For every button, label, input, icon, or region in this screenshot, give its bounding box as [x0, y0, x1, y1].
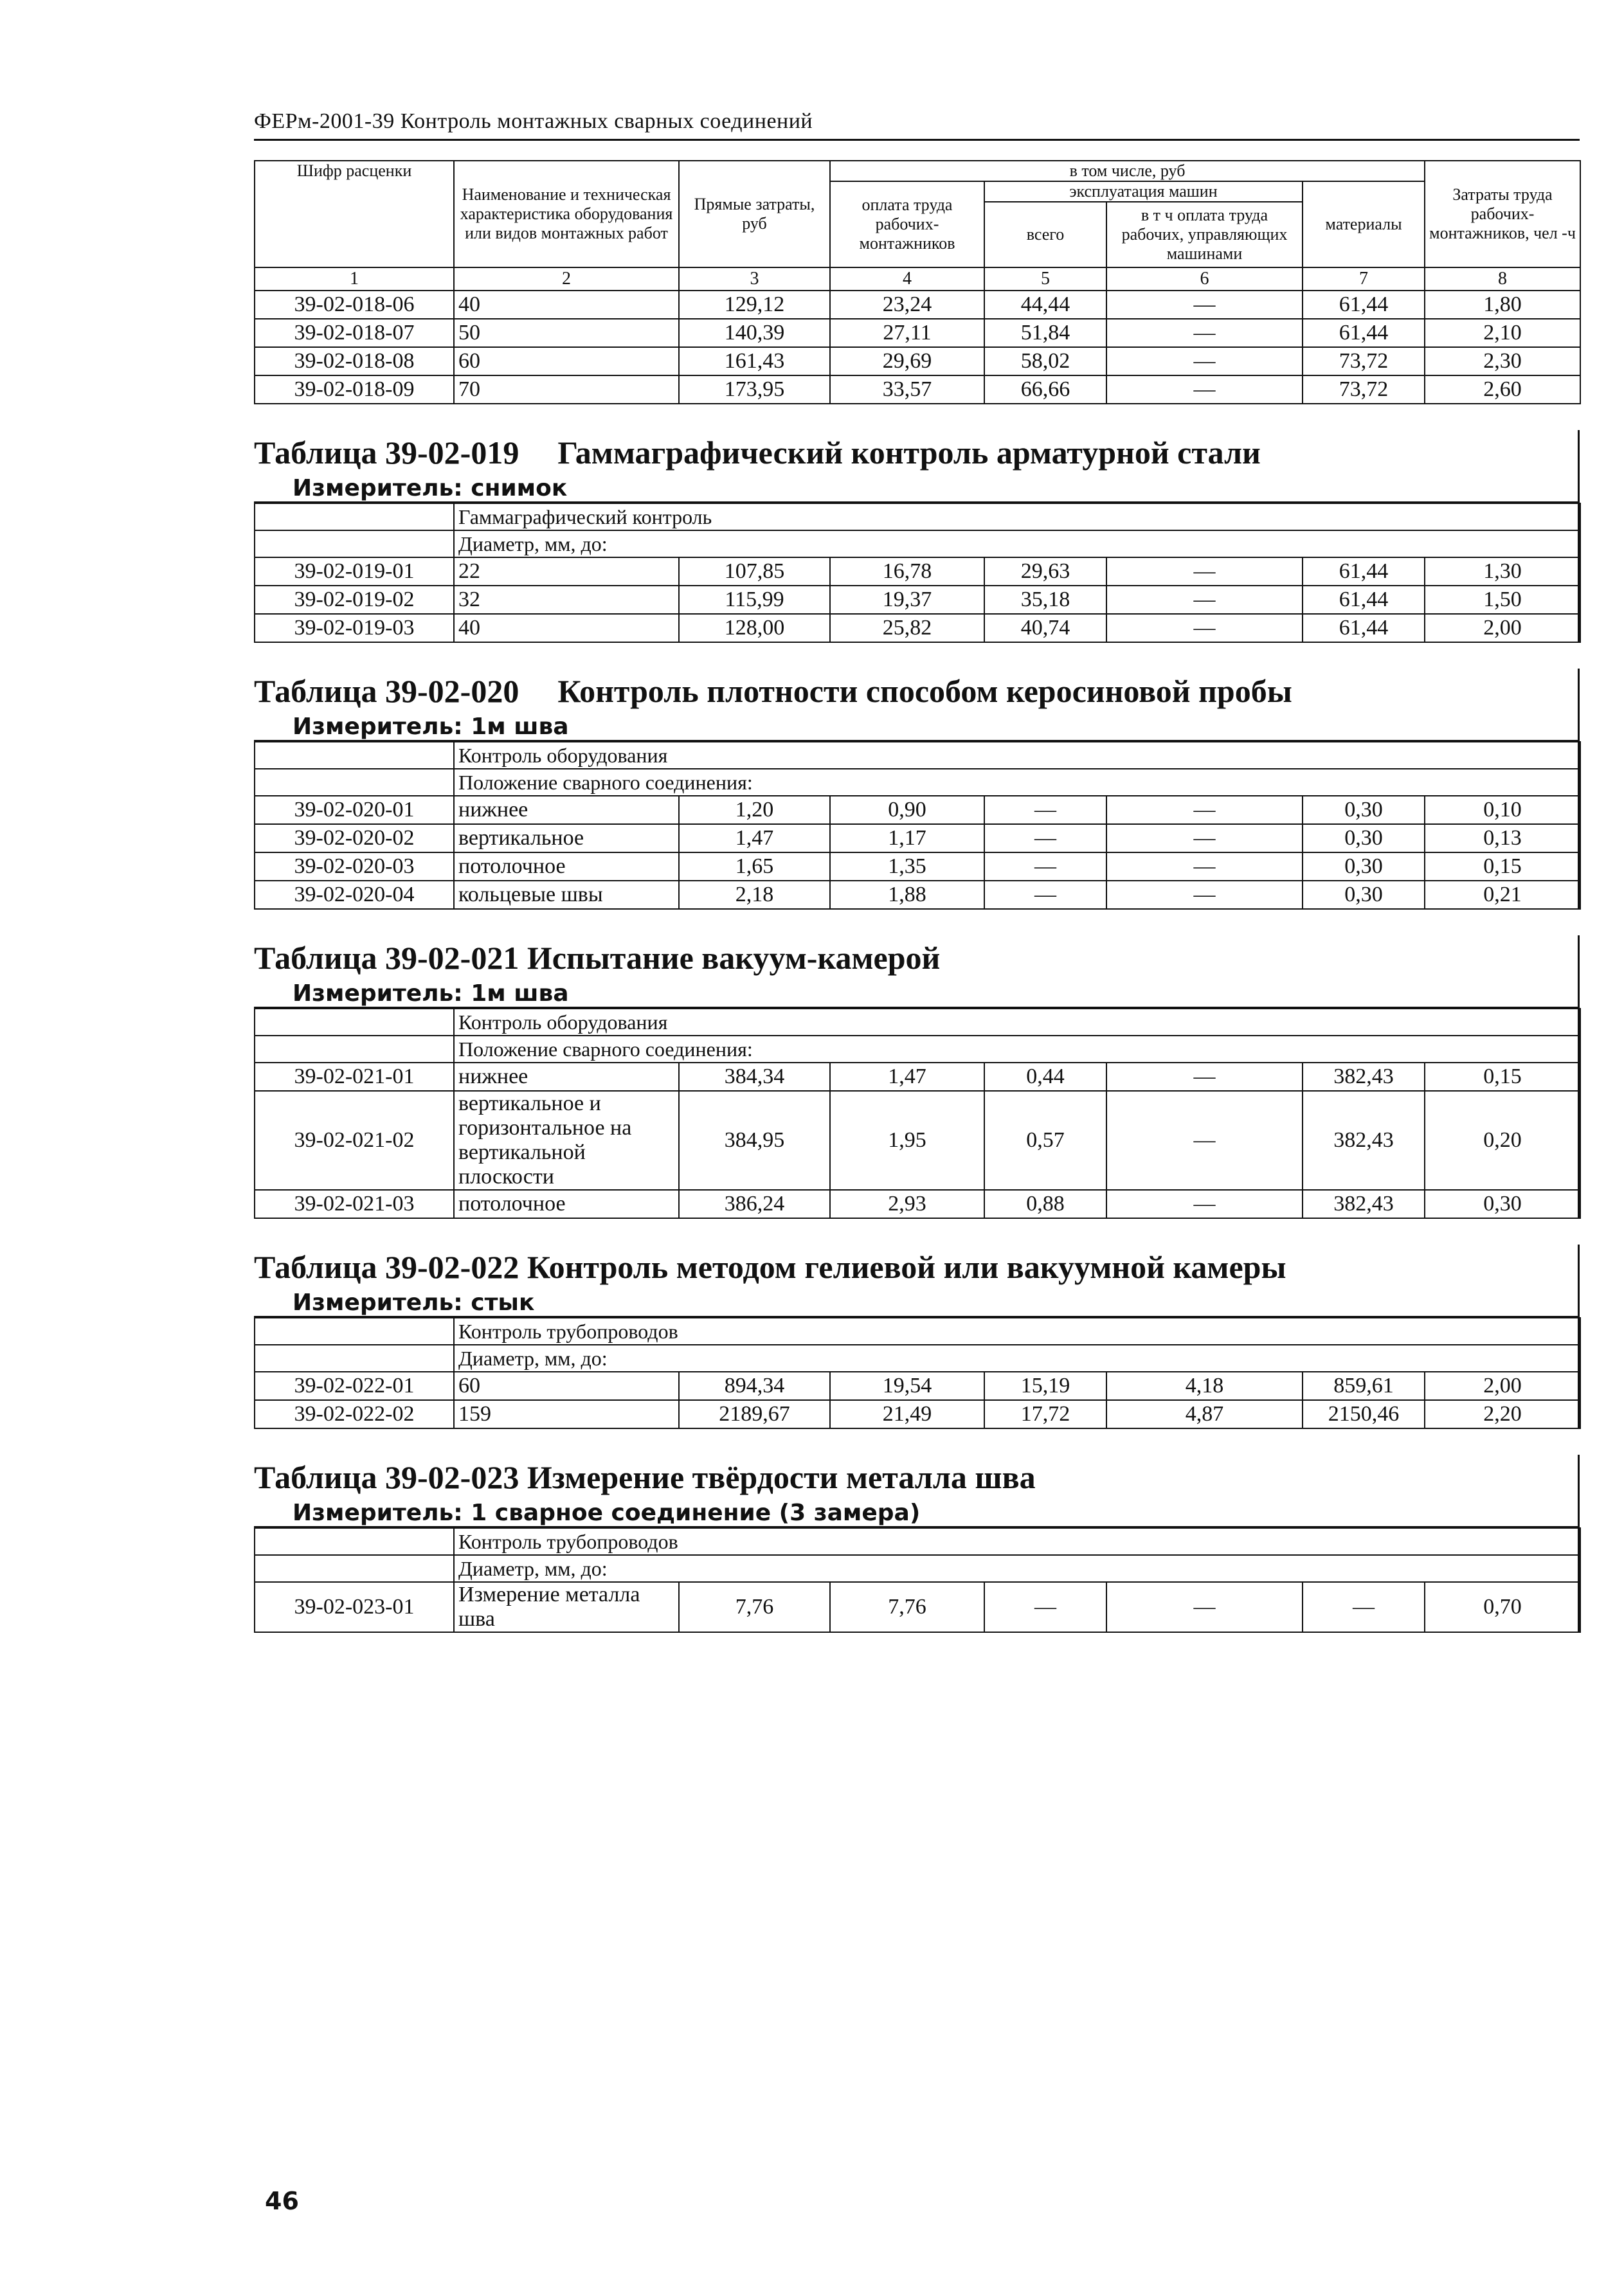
table-row	[255, 1190, 1580, 1218]
table-row	[255, 796, 1580, 824]
table-cell: 27,11	[830, 319, 984, 347]
table-cell: 73,72	[1303, 347, 1425, 375]
table-cell: 40	[454, 291, 679, 319]
table-cell: 39-02-021-02	[255, 1091, 454, 1190]
subheading-row	[255, 1345, 1580, 1372]
subheading-spacer	[255, 503, 454, 530]
unit-of-measure: Измеритель: снимок	[254, 474, 1578, 503]
table-cell: 2,93	[830, 1190, 984, 1218]
table-cell: 0,88	[984, 1190, 1106, 1218]
page-number: 46	[265, 2187, 299, 2215]
table-cell: 386,24	[679, 1190, 830, 1218]
unit-of-measure: Измеритель: 1 сварное соединение (3 замера)	[254, 1498, 1578, 1527]
subheading: Диаметр, мм, до:	[454, 1555, 1580, 1582]
table-cell: 159	[454, 1400, 679, 1428]
table-cell: 7,76	[830, 1582, 984, 1632]
table-cell: 39-02-018-06	[255, 291, 454, 319]
rates-table-020	[254, 741, 1581, 910]
table-cell: 39-02-023-01	[255, 1582, 454, 1632]
table-cell: 1,35	[830, 852, 984, 881]
table-cell: 66,66	[984, 375, 1106, 404]
table-cell: 382,43	[1303, 1091, 1425, 1190]
table-cell: —	[1106, 1190, 1303, 1218]
table-cell: 60	[454, 347, 679, 375]
subheading-row	[255, 1036, 1580, 1063]
table-cell: 2,20	[1425, 1400, 1580, 1428]
table-cell: —	[984, 1582, 1106, 1632]
table-cell: 70	[454, 375, 679, 404]
subheading-spacer	[255, 1036, 454, 1063]
table-title: Испытание вакуум-камерой	[527, 940, 941, 976]
table-cell: 61,44	[1303, 319, 1425, 347]
table-cell: 0,30	[1425, 1190, 1580, 1218]
table-title: Контроль плотности способом керосиновой пробы	[557, 673, 1292, 709]
subheading-spacer	[255, 742, 454, 769]
header-machines: эксплуатация машин	[984, 181, 1303, 202]
table-cell: 39-02-019-03	[255, 614, 454, 642]
table-cell: 0,30	[1303, 881, 1425, 909]
column-number: 7	[1303, 267, 1425, 291]
table-cell: 22	[454, 557, 679, 586]
subheading: Контроль оборудования	[454, 742, 1580, 769]
table-cell: 60	[454, 1372, 679, 1400]
table-cell: 61,44	[1303, 291, 1425, 319]
table-cell: 4,18	[1106, 1372, 1303, 1400]
table-cell: 39-02-020-02	[255, 824, 454, 852]
table-cell: —	[984, 824, 1106, 852]
table-cell: 0,30	[1303, 852, 1425, 881]
table-cell: 382,43	[1303, 1063, 1425, 1091]
table-cell: 39-02-018-08	[255, 347, 454, 375]
table-row	[255, 1400, 1580, 1428]
header-name: Наименование и техническая характеристика оборудования или видов монтажных работ	[454, 161, 679, 267]
table-cell: 107,85	[679, 557, 830, 586]
rates-table-018	[254, 160, 1581, 404]
table-cell: 2,30	[1425, 347, 1580, 375]
table-cell: кольцевые швы	[454, 881, 679, 909]
table-cell: нижнее	[454, 1063, 679, 1091]
table-cell: 33,57	[830, 375, 984, 404]
subheading: Гаммаграфический контроль	[454, 503, 1580, 530]
table-row	[255, 881, 1580, 909]
table-title: Гаммаграфический контроль арматурной стали	[557, 435, 1261, 471]
table-cell: 39-02-019-02	[255, 586, 454, 614]
header-direct: Прямые затраты, руб	[679, 161, 830, 267]
subheading: Контроль трубопроводов	[454, 1318, 1580, 1345]
table-label: Таблица 39-02-023	[254, 1459, 519, 1495]
table-cell: 128,00	[679, 614, 830, 642]
table-cell: 2150,46	[1303, 1400, 1425, 1428]
table-cell: 2189,67	[679, 1400, 830, 1428]
column-number: 1	[255, 267, 454, 291]
table-cell: 4,87	[1106, 1400, 1303, 1428]
column-number: 8	[1425, 267, 1580, 291]
table-row	[255, 347, 1580, 375]
table-cell: 39-02-020-01	[255, 796, 454, 824]
table-cell: 1,65	[679, 852, 830, 881]
table-cell: 39-02-018-07	[255, 319, 454, 347]
header-labor: Затраты труда рабочих-монтажников, чел -ч	[1425, 161, 1580, 267]
table-label: Таблица 39-02-022	[254, 1249, 519, 1285]
table-row	[255, 557, 1580, 586]
section-023	[254, 1455, 1580, 1633]
subheading-row	[255, 1555, 1580, 1582]
table-cell: 29,63	[984, 557, 1106, 586]
column-number: 5	[984, 267, 1106, 291]
table-cell: 1,95	[830, 1091, 984, 1190]
table-cell: 0,70	[1425, 1582, 1580, 1632]
table-cell: 29,69	[830, 347, 984, 375]
subheading-row	[255, 1318, 1580, 1345]
header-code: Шифр расценки	[255, 161, 454, 267]
table-cell: 51,84	[984, 319, 1106, 347]
table-cell: 1,47	[679, 824, 830, 852]
table-cell: Измерение металла шва	[454, 1582, 679, 1632]
rates-table-019	[254, 503, 1581, 643]
table-row	[255, 319, 1580, 347]
rates-table-023	[254, 1527, 1581, 1633]
table-cell: 50	[454, 319, 679, 347]
section-title	[254, 1245, 1578, 1288]
column-numbers-row	[255, 267, 1580, 291]
subheading-row	[255, 1528, 1580, 1555]
table-cell: нижнее	[454, 796, 679, 824]
running-head: ФЕРм-2001-39 Контроль монтажных сварных соединений	[254, 109, 1580, 141]
table-cell: 173,95	[679, 375, 830, 404]
table-title: Измерение твёрдости металла шва	[527, 1459, 1036, 1495]
table-cell: 0,30	[1303, 824, 1425, 852]
table-label: Таблица 39-02-021	[254, 940, 519, 976]
header-wage: оплата труда рабочих-монтажников	[830, 181, 984, 267]
table-title: Контроль методом гелиевой или вакуумной камеры	[527, 1249, 1286, 1285]
table-cell: 16,78	[830, 557, 984, 586]
section-title	[254, 1455, 1578, 1498]
table-row	[255, 1063, 1580, 1091]
header-machines-total: всего	[984, 202, 1106, 267]
table-row	[255, 291, 1580, 319]
table-cell: 382,43	[1303, 1190, 1425, 1218]
rates-table-021	[254, 1008, 1581, 1219]
table-label: Таблица 39-02-020	[254, 673, 519, 709]
table-cell: 39-02-022-02	[255, 1400, 454, 1428]
table-cell: 39-02-020-03	[255, 852, 454, 881]
table-cell: 23,24	[830, 291, 984, 319]
table-cell: 1,50	[1425, 586, 1580, 614]
table-row	[255, 824, 1580, 852]
table-cell: 1,88	[830, 881, 984, 909]
table-cell: —	[1106, 1063, 1303, 1091]
table-cell: 39-02-022-01	[255, 1372, 454, 1400]
header-materials: материалы	[1303, 181, 1425, 267]
subheading-row	[255, 1009, 1580, 1036]
table-row	[255, 1582, 1580, 1632]
table-cell: 2,60	[1425, 375, 1580, 404]
table-cell: 39-02-020-04	[255, 881, 454, 909]
table-cell: —	[1106, 347, 1303, 375]
column-number: 4	[830, 267, 984, 291]
table-cell: —	[1106, 852, 1303, 881]
section-022	[254, 1245, 1580, 1429]
table-cell: 61,44	[1303, 614, 1425, 642]
table-cell: 39-02-021-03	[255, 1190, 454, 1218]
column-number: 3	[679, 267, 830, 291]
table-cell: 384,34	[679, 1063, 830, 1091]
table-cell: 1,80	[1425, 291, 1580, 319]
table-cell: 2,10	[1425, 319, 1580, 347]
table-cell: 0,15	[1425, 852, 1580, 881]
table-cell: 44,44	[984, 291, 1106, 319]
table-label: Таблица 39-02-019	[254, 435, 519, 471]
table-cell: 859,61	[1303, 1372, 1425, 1400]
table-cell: 19,37	[830, 586, 984, 614]
table-cell: вертикальное и горизонтальное на вертикальной плоскости	[454, 1091, 679, 1190]
table-cell: 61,44	[1303, 586, 1425, 614]
table-cell: 0,30	[1303, 796, 1425, 824]
table-cell: 25,82	[830, 614, 984, 642]
table-cell: 1,17	[830, 824, 984, 852]
table-cell: вертикальное	[454, 824, 679, 852]
subheading-row	[255, 503, 1580, 530]
subheading-row	[255, 742, 1580, 769]
unit-of-measure: Измеритель: 1м шва	[254, 979, 1578, 1008]
subheading: Диаметр, мм, до:	[454, 1345, 1580, 1372]
table-cell: —	[984, 881, 1106, 909]
section-title	[254, 669, 1578, 712]
subheading: Положение сварного соединения:	[454, 769, 1580, 796]
column-number: 2	[454, 267, 679, 291]
table-cell: потолочное	[454, 1190, 679, 1218]
header-machines-wage: в т ч оплата труда рабочих, управляющих машинами	[1106, 202, 1303, 267]
table-row	[255, 1091, 1580, 1190]
table-cell: 894,34	[679, 1372, 830, 1400]
table-cell: 0,90	[830, 796, 984, 824]
table-cell: —	[1303, 1582, 1425, 1632]
table-cell: потолочное	[454, 852, 679, 881]
subheading-spacer	[255, 1345, 454, 1372]
table-cell: 32	[454, 586, 679, 614]
table-cell: —	[1106, 796, 1303, 824]
subheading-spacer	[255, 1009, 454, 1036]
table-cell: 115,99	[679, 586, 830, 614]
table-cell: 140,39	[679, 319, 830, 347]
table-cell: 0,20	[1425, 1091, 1580, 1190]
rates-table-022	[254, 1317, 1581, 1429]
table-cell: 58,02	[984, 347, 1106, 375]
table-cell: —	[1106, 586, 1303, 614]
table-cell: 21,49	[830, 1400, 984, 1428]
table-cell: 19,54	[830, 1372, 984, 1400]
subheading: Контроль трубопроводов	[454, 1528, 1580, 1555]
table-cell: 39-02-019-01	[255, 557, 454, 586]
section-019	[254, 430, 1580, 643]
table-cell: 2,00	[1425, 1372, 1580, 1400]
table-cell: —	[1106, 557, 1303, 586]
table-cell: 40	[454, 614, 679, 642]
section-020	[254, 669, 1580, 910]
subheading-row	[255, 769, 1580, 796]
table-cell: —	[1106, 375, 1303, 404]
section-021	[254, 935, 1580, 1219]
table-cell: —	[1106, 614, 1303, 642]
table-cell: 7,76	[679, 1582, 830, 1632]
subheading-spacer	[255, 530, 454, 557]
table-cell: 0,21	[1425, 881, 1580, 909]
table-row	[255, 1372, 1580, 1400]
table-cell: 61,44	[1303, 557, 1425, 586]
table-row	[255, 614, 1580, 642]
table-cell: 73,72	[1303, 375, 1425, 404]
table-cell: 17,72	[984, 1400, 1106, 1428]
table-cell: 384,95	[679, 1091, 830, 1190]
table-cell: 0,15	[1425, 1063, 1580, 1091]
table-cell: 1,47	[830, 1063, 984, 1091]
subheading-row	[255, 530, 1580, 557]
table-cell: 15,19	[984, 1372, 1106, 1400]
subheading-spacer	[255, 1318, 454, 1345]
table-cell: 0,13	[1425, 824, 1580, 852]
subheading-spacer	[255, 769, 454, 796]
document-page	[254, 109, 1580, 1633]
table-cell: 0,57	[984, 1091, 1106, 1190]
unit-of-measure: Измеритель: 1м шва	[254, 712, 1578, 741]
table-cell: —	[1106, 881, 1303, 909]
table-row	[255, 852, 1580, 881]
section-title	[254, 430, 1578, 474]
table-row	[255, 375, 1580, 404]
section-title	[254, 935, 1578, 979]
table-cell: —	[1106, 1091, 1303, 1190]
unit-of-measure: Измеритель: стык	[254, 1288, 1578, 1317]
table-cell: —	[1106, 291, 1303, 319]
table-cell: 0,10	[1425, 796, 1580, 824]
table-cell: 1,20	[679, 796, 830, 824]
table-cell: 35,18	[984, 586, 1106, 614]
table-cell: 1,30	[1425, 557, 1580, 586]
subheading: Контроль оборудования	[454, 1009, 1580, 1036]
column-number: 6	[1106, 267, 1303, 291]
table-cell: —	[1106, 1582, 1303, 1632]
table-row	[255, 586, 1580, 614]
subheading-spacer	[255, 1528, 454, 1555]
table-cell: 39-02-018-09	[255, 375, 454, 404]
table-cell: —	[984, 796, 1106, 824]
table-cell: 2,00	[1425, 614, 1580, 642]
table-cell: —	[984, 852, 1106, 881]
table-cell: 129,12	[679, 291, 830, 319]
header-incl: в том числе, руб	[830, 161, 1425, 181]
table-cell: 39-02-021-01	[255, 1063, 454, 1091]
table-cell: 2,18	[679, 881, 830, 909]
subheading-spacer	[255, 1555, 454, 1582]
table-cell: —	[1106, 319, 1303, 347]
subheading: Диаметр, мм, до:	[454, 530, 1580, 557]
table-cell: 161,43	[679, 347, 830, 375]
table-cell: 0,44	[984, 1063, 1106, 1091]
subheading: Положение сварного соединения:	[454, 1036, 1580, 1063]
table-cell: —	[1106, 824, 1303, 852]
table-cell: 40,74	[984, 614, 1106, 642]
